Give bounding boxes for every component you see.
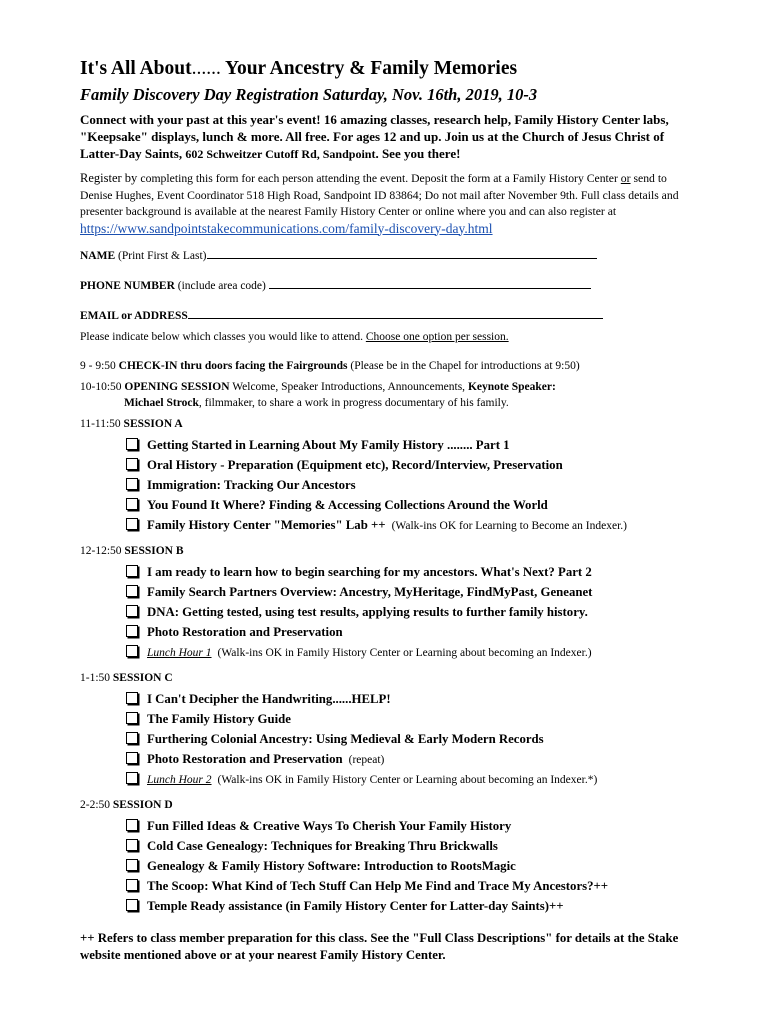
class-option-label: Immigration: Tracking Our Ancestors xyxy=(147,478,356,492)
class-option-label: Furthering Colonial Ancestry: Using Medieval & Early Modern Records xyxy=(147,732,544,746)
class-option[interactable] xyxy=(126,878,608,894)
class-option[interactable] xyxy=(126,731,544,747)
class-option-label: Getting Started in Learning About My Family History ........ Part 1 xyxy=(147,438,510,452)
opening-time: 10-10:50 xyxy=(80,381,125,393)
class-option[interactable] xyxy=(126,751,384,767)
checkbox-icon[interactable] xyxy=(126,819,138,831)
class-option[interactable] xyxy=(126,711,291,727)
opening-line xyxy=(80,381,556,393)
intro-address: 602 Schweitzer Cutoff Rd, Sandpoint xyxy=(185,147,376,161)
instruction-text: Please indicate below which classes you would like to attend. xyxy=(80,331,366,343)
name-input-line[interactable] xyxy=(207,248,597,259)
checkbox-icon[interactable] xyxy=(126,625,138,637)
checkbox-icon[interactable] xyxy=(126,565,138,577)
class-option-label: Family History Center "Memories" Lab ++ xyxy=(147,518,386,532)
checkbox-icon[interactable] xyxy=(126,899,138,911)
class-option[interactable] xyxy=(126,584,592,600)
class-option-label: Family Search Partners Overview: Ancestry, MyHeritage, FindMyPast, Geneanet xyxy=(147,585,593,599)
email-label: EMAIL or ADDRESS xyxy=(80,310,188,322)
phone-input-line[interactable] xyxy=(269,278,591,289)
register-or: or xyxy=(620,172,631,185)
class-option-label: Fun Filled Ideas & Creative Ways To Cherish Your Family History xyxy=(147,819,512,833)
session-header xyxy=(80,672,173,684)
class-option-label: You Found It Where? Finding & Accessing Collections Around the World xyxy=(147,498,548,512)
checkbox-icon[interactable] xyxy=(126,772,138,784)
phone-field[interactable] xyxy=(80,278,591,292)
speaker-text: , filmmaker, to share a work in progress documentary of his family. xyxy=(198,397,509,409)
title-part-b: Your Ancestry & Family Memories xyxy=(220,58,518,79)
checkbox-icon[interactable] xyxy=(126,839,138,851)
register-text-a: completing this form for each person attending the event. Deposit the form at a Family History Center xyxy=(140,172,621,185)
session-name: SESSION C xyxy=(112,672,173,684)
class-option[interactable] xyxy=(126,457,563,473)
phone-label: PHONE NUMBER xyxy=(80,280,175,292)
instruction-note xyxy=(80,331,509,343)
checkbox-icon[interactable] xyxy=(126,859,138,871)
session-time: 1-1:50 xyxy=(80,672,113,684)
keynote-label: Keynote Speaker: xyxy=(467,381,556,393)
checkbox-icon[interactable] xyxy=(126,458,138,470)
class-option-note: (repeat) xyxy=(348,754,385,766)
class-option[interactable] xyxy=(126,771,597,786)
speaker-name: Michael Strock xyxy=(124,397,199,409)
instruction-underlined: Choose one option per session. xyxy=(365,331,509,343)
class-option[interactable] xyxy=(126,517,627,533)
session-time: 12-12:50 xyxy=(80,545,125,557)
class-option-label: DNA: Getting tested, using test results, applying results to further family history. xyxy=(147,605,588,619)
session-header xyxy=(80,545,184,557)
intro-paragraph xyxy=(80,111,700,163)
class-option[interactable] xyxy=(126,644,592,659)
register-paragraph xyxy=(80,170,700,238)
name-hint: (Print First & Last) xyxy=(115,250,207,262)
class-option-note: (Walk-ins OK in Family History Center or Learning about becoming an Indexer.) xyxy=(217,647,592,659)
class-option-label: Photo Restoration and Preservation xyxy=(147,625,343,639)
footer-note: ++ Refers to class member preparation for this class. See the "Full Class Descriptions" for details at the Stake website mentioned above or at your nearest Family History Center. xyxy=(80,931,679,962)
class-option-label: Temple Ready assistance (in Family History Center for Latter-day Saints)++ xyxy=(147,899,564,913)
registration-link[interactable]: https://www.sandpointstakecommunications.com/family-discovery-day.html xyxy=(80,220,493,236)
session-header xyxy=(80,799,173,811)
name-label: NAME xyxy=(80,250,116,262)
session-name: SESSION A xyxy=(123,418,183,430)
class-option[interactable] xyxy=(126,624,343,640)
class-option[interactable] xyxy=(126,564,592,580)
checkbox-icon[interactable] xyxy=(126,752,138,764)
class-option[interactable] xyxy=(126,858,516,874)
class-option[interactable] xyxy=(126,497,548,513)
opening-text: Welcome, Speaker Introductions, Announcements, xyxy=(229,381,468,393)
checkbox-icon[interactable] xyxy=(126,645,138,657)
checkin-note: (Please be in the Chapel for introductions at 9:50) xyxy=(347,360,580,372)
email-input-line[interactable] xyxy=(188,308,603,319)
checkbox-icon[interactable] xyxy=(126,478,138,490)
title-dots: ...... xyxy=(191,58,221,79)
session-name: SESSION D xyxy=(112,799,173,811)
email-field[interactable] xyxy=(80,308,603,322)
session-header xyxy=(80,418,183,430)
class-option[interactable] xyxy=(126,604,588,620)
checkbox-icon[interactable] xyxy=(126,879,138,891)
intro-closing: . See you there! xyxy=(375,146,461,161)
page-subtitle: Family Discovery Day Registration Saturday, Nov. 16th, 2019, 10-3 xyxy=(80,85,538,104)
class-option-note: (Walk-ins OK for Learning to Become an Indexer.) xyxy=(391,520,627,532)
checkin-line xyxy=(80,360,580,372)
checkbox-icon[interactable] xyxy=(126,732,138,744)
class-option-label: Genealogy & Family History Software: Introduction to RootsMagic xyxy=(147,859,516,873)
class-option-label: The Family History Guide xyxy=(147,712,291,726)
checkbox-icon[interactable] xyxy=(126,712,138,724)
session-time: 2-2:50 xyxy=(80,799,113,811)
checkbox-icon[interactable] xyxy=(126,498,138,510)
checkbox-icon[interactable] xyxy=(126,438,138,450)
opening-title: OPENING SESSION xyxy=(124,381,230,393)
checkbox-icon[interactable] xyxy=(126,605,138,617)
title-part-a: It's All About xyxy=(80,58,192,79)
checkbox-icon[interactable] xyxy=(126,518,138,530)
class-option-label: Photo Restoration and Preservation xyxy=(147,752,343,766)
class-option[interactable] xyxy=(126,437,510,453)
intro-text: Connect with your past at this year's event! 16 amazing classes, research help, Family History Center labs, "Keepsake" displays, lunch & more. All free. For ages 12 and up. Join us at the Church of Jesus Christ of Latter-Day Saints, xyxy=(80,112,669,161)
checkbox-icon[interactable] xyxy=(126,692,138,704)
class-option[interactable] xyxy=(126,477,356,493)
class-option[interactable] xyxy=(126,898,564,914)
phone-hint: (include area code) xyxy=(174,280,269,292)
page-title xyxy=(80,58,517,80)
class-option-label: Oral History - Preparation (Equipment etc), Record/Interview, Preservation xyxy=(147,458,563,472)
class-option-label: I am ready to learn how to begin searching for my ancestors. What's Next? Part 2 xyxy=(147,565,592,579)
checkin-title: CHECK-IN thru doors facing the Fairgrounds xyxy=(118,360,348,372)
class-option[interactable] xyxy=(126,691,391,707)
class-option-label: I Can't Decipher the Handwriting......HELP! xyxy=(147,692,391,706)
class-option[interactable] xyxy=(126,818,511,834)
class-option-note: (Walk-ins OK in Family History Center or Learning about becoming an Indexer.*) xyxy=(217,774,598,786)
register-lead: Register by xyxy=(80,171,141,185)
class-option-label: The Scoop: What Kind of Tech Stuff Can Help Me Find and Trace My Ancestors?++ xyxy=(147,879,609,893)
class-option[interactable] xyxy=(126,838,498,854)
checkin-time: 9 - 9:50 xyxy=(80,360,119,372)
session-time: 11-11:50 xyxy=(80,418,124,430)
class-option-label: Cold Case Genealogy: Techniques for Breaking Thru Brickwalls xyxy=(147,839,498,853)
class-option-label: Lunch Hour 1 xyxy=(147,647,212,659)
register-text-b: send to Denise Hughes, Event Coordinator 518 High Road, Sandpoint ID 83864; Do not mail after November 9th. Full class details and presenter background is available at the nearest Family History Center or online where you and can also register at xyxy=(80,172,679,218)
session-name: SESSION B xyxy=(124,545,184,557)
class-option-label: Lunch Hour 2 xyxy=(147,774,212,786)
checkbox-icon[interactable] xyxy=(126,585,138,597)
speaker-line xyxy=(124,397,509,409)
name-field[interactable] xyxy=(80,248,597,262)
